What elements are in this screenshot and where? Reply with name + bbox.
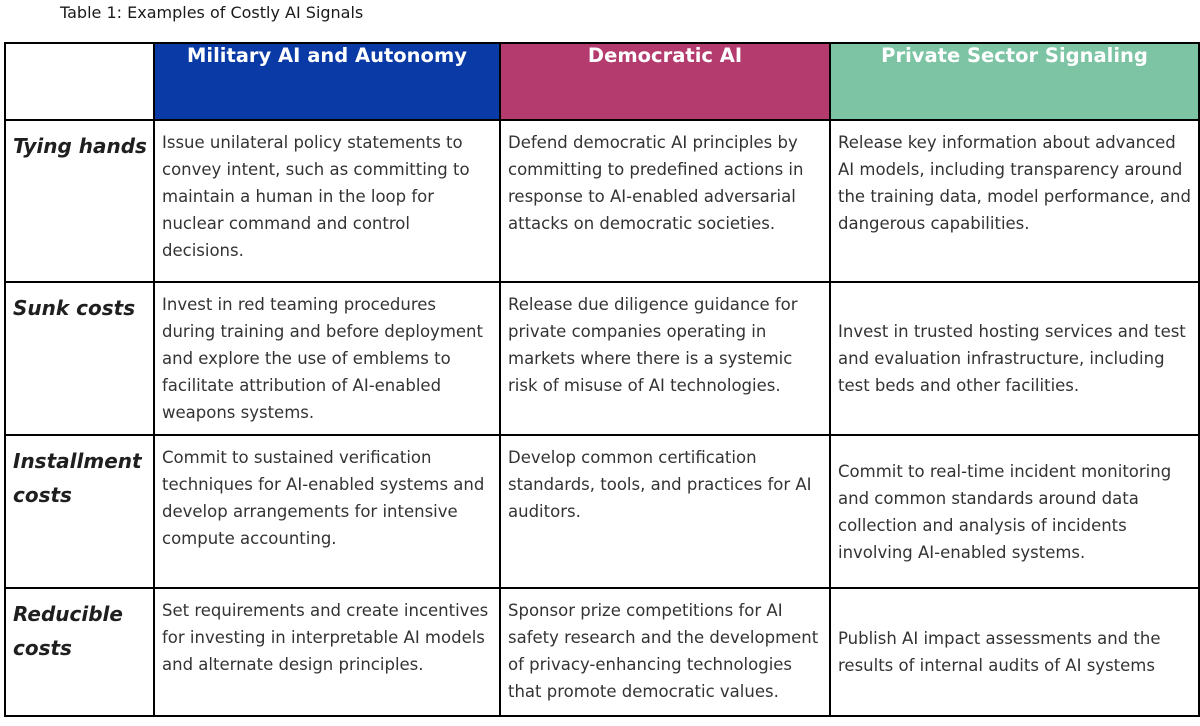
- table-cell: Commit to real-time incident monitoring and common standards around data collection and analysis of incidents involving AI-enabled systems.: [830, 435, 1199, 588]
- table-row-installment-costs: [5, 435, 1199, 588]
- costly-signals-table: [4, 42, 1200, 717]
- table-cell: Release key information about advanced AI models, including transparency around the training data, model performance, and dangerous capabilities.: [830, 120, 1199, 282]
- table-cell: Commit to sustained verification techniques for AI-enabled systems and develop arrangements for intensive compute accounting.: [154, 435, 500, 588]
- table-row-tying-hands: [5, 120, 1199, 282]
- row-header-sunk-costs: Sunk costs: [5, 282, 154, 435]
- table-cell: Release due diligence guidance for private companies operating in markets where there is a systemic risk of misuse of AI technologies.: [500, 282, 830, 435]
- table-cell: Publish AI impact assessments and the results of internal audits of AI systems: [830, 588, 1199, 716]
- table-cell: Develop common certification standards, tools, and practices for AI auditors.: [500, 435, 830, 588]
- table-caption: Table 1: Examples of Costly AI Signals: [60, 3, 364, 22]
- table-row-reducible-costs: [5, 588, 1199, 716]
- table-cell: Issue unilateral policy statements to convey intent, such as committing to maintain a human in the loop for nuclear command and control decisions.: [154, 120, 500, 282]
- row-header-installment-costs: Installment costs: [5, 435, 154, 588]
- table-cell: Invest in red teaming procedures during training and before deployment and explore the use of emblems to facilitate attribution of AI-enabled weapons systems.: [154, 282, 500, 435]
- column-header-military-ai: Military AI and Autonomy: [154, 43, 500, 120]
- table-corner-cell: [5, 43, 154, 120]
- column-header-private-sector: Private Sector Signaling: [830, 43, 1199, 120]
- table-row-sunk-costs: [5, 282, 1199, 435]
- table-cell: Sponsor prize competitions for AI safety research and the development of privacy-enhancing technologies that promote democratic values.: [500, 588, 830, 716]
- table-header-row: [5, 43, 1199, 120]
- column-header-democratic-ai: Democratic AI: [500, 43, 830, 120]
- row-header-reducible-costs: Reducible costs: [5, 588, 154, 716]
- table-cell: Defend democratic AI principles by committing to predefined actions in response to AI-enabled adversarial attacks on democratic societies.: [500, 120, 830, 282]
- row-header-tying-hands: Tying hands: [5, 120, 154, 282]
- table-cell: Invest in trusted hosting services and test and evaluation infrastructure, including test beds and other facilities.: [830, 282, 1199, 435]
- table-cell: Set requirements and create incentives for investing in interpretable AI models and alternate design principles.: [154, 588, 500, 716]
